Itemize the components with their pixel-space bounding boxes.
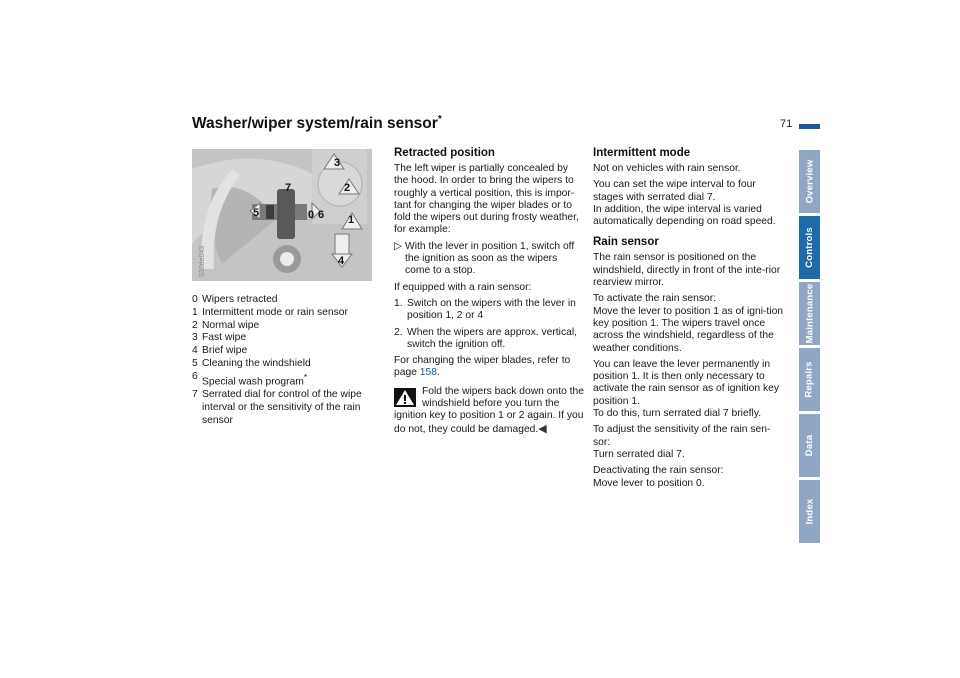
equipped-note: If equipped with a rain sensor:	[394, 281, 532, 293]
tab-data[interactable]: Data	[799, 414, 820, 477]
callout-0: 0	[308, 209, 315, 221]
list-item: 1 Intermittent mode or rain sensor	[192, 306, 348, 318]
section-heading-rain-sensor: Rain sensor	[593, 236, 659, 249]
header-accent-bar	[799, 124, 820, 129]
tab-overview[interactable]: Overview	[799, 150, 820, 213]
rain-p1: The rain sensor is positioned on the windshield, directly in front of the inte-rior rearview mirror.	[593, 252, 781, 289]
callout-1: 1	[348, 214, 355, 226]
rain-p4: To adjust the sensitivity of the rain sen-sor: Turn serrated dial 7.	[593, 424, 771, 460]
list-item: 2. When the wipers are approx. vertical, switch the ignition off.	[394, 326, 577, 350]
retracted-section	[394, 147, 584, 436]
rain-p5: Deactivating the rain sensor: Move lever to position 0.	[593, 465, 724, 489]
list-item: 1. Switch on the wipers with the lever in position 1, 2 or 4	[394, 297, 576, 322]
list-item: 7 Serrated dial for control of the wipe interval or the sensitivity of the rain sensor	[192, 389, 362, 426]
callout-5: 5	[253, 207, 260, 219]
warning-note: Fold the wipers back down onto the windshield before you turn the ignition key to position 1 or 2 again. If you do not, they could be damaged.◀	[394, 385, 584, 435]
callout-4: 4	[338, 255, 345, 267]
right-column	[593, 147, 786, 494]
rain-p3: You can leave the lever permanently in position 1. It is then only necessary to activate the rain sensor as of ignition key position 1. To do this, turn serrated dial 7 briefly.	[593, 358, 780, 420]
retracted-intro: The left wiper is partially concealed by the hood. In order to bring the wipers to roughly a vertical position, this is impor-tant for changing the wiper blades or to fold the wipers out during frosty weather, for example:	[394, 163, 579, 236]
page-title: Washer/wiper system/rain sensor*	[192, 114, 442, 133]
end-mark-icon: ◀	[538, 422, 547, 435]
wiper-lever-illustration	[192, 149, 372, 281]
tab-controls[interactable]: Controls	[799, 216, 820, 279]
figure-legend	[192, 294, 378, 427]
optional-equipment-star: *	[303, 371, 308, 382]
optional-equipment-star: *	[437, 114, 442, 125]
section-heading-retracted: Retracted position	[394, 147, 495, 159]
bullet-marker: ▷	[394, 240, 402, 252]
wiper-lever-drawing	[192, 149, 372, 281]
list-item: 2 Normal wipe	[192, 319, 260, 331]
intermittent-p1: Not on vehicles with rain sensor.	[593, 163, 741, 174]
list-item: 4 Brief wipe	[192, 345, 248, 357]
callout-6: 6	[318, 209, 325, 221]
list-item: 5 Cleaning the windshield	[192, 357, 311, 369]
tab-index[interactable]: Index	[799, 480, 820, 543]
callout-7: 7	[285, 182, 292, 194]
page-link[interactable]: 158	[419, 367, 437, 379]
list-item: 0 Wipers retracted	[192, 294, 278, 305]
list-item: ▷ With the lever in position 1, switch off the ignition as soon as the wipers come to a stop.	[394, 240, 575, 277]
blades-reference: For changing the wiper blades, refer to page 158.	[394, 355, 571, 379]
page-number: 71	[780, 118, 793, 130]
tab-repairs[interactable]: Repairs	[799, 348, 820, 411]
list-item: 3 Fast wipe	[192, 332, 247, 344]
figure-code: 530de043	[199, 245, 206, 277]
warning-icon	[394, 388, 416, 407]
list-item: 6 Special wash program*	[192, 370, 308, 388]
callout-3: 3	[334, 157, 341, 169]
intermittent-p2: You can set the wipe interval to four stages with serrated dial 7. In addition, the wipe interval is varied automatically depending on road speed.	[593, 179, 776, 228]
section-heading-intermittent: Intermittent mode	[593, 147, 691, 159]
rain-p2: To activate the rain sensor: Move the lever to position 1 as of igni-tion key position 1. The wipers travel once across the windshield, regardless of the weather conditions.	[593, 293, 784, 354]
callout-2: 2	[344, 182, 351, 194]
tab-maintenance[interactable]: Maintenance	[799, 282, 820, 345]
